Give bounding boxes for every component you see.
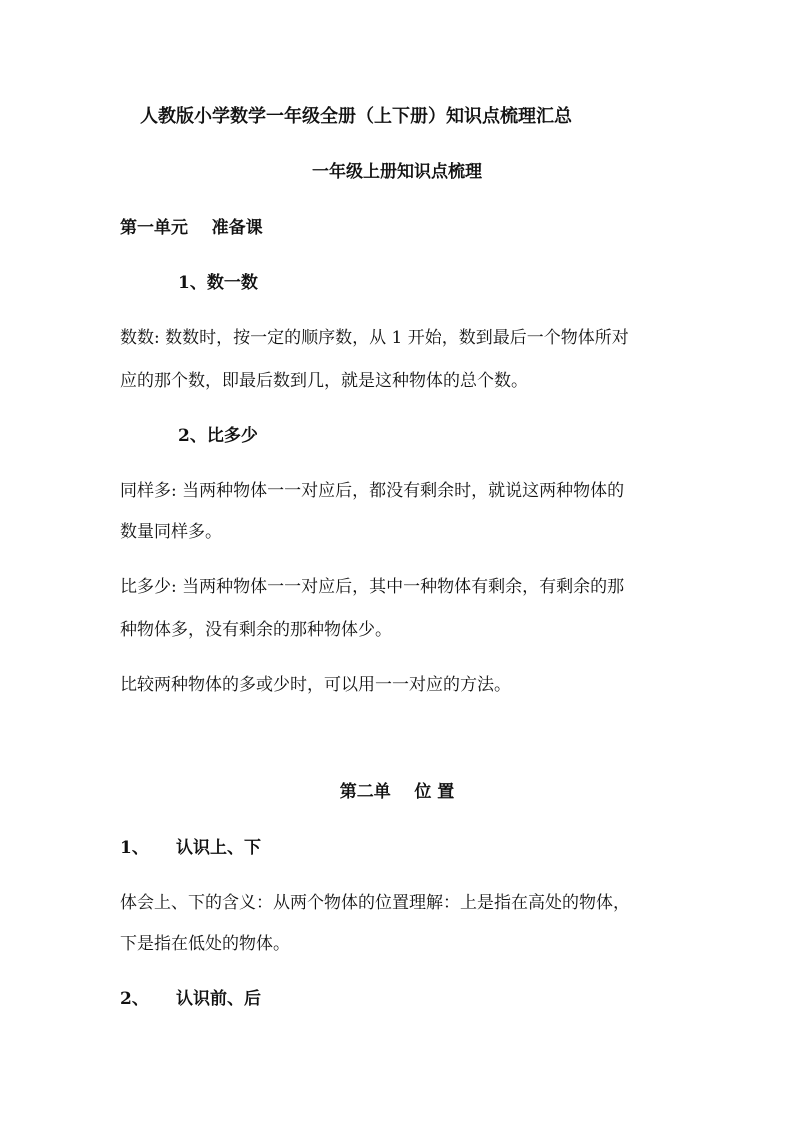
unit2-section1-heading xyxy=(120,837,261,859)
unit2-section1-number: 1、 xyxy=(120,838,149,858)
unit1-heading: 第一单元 准备课 xyxy=(120,218,263,238)
unit1-section2-paragraph3: 比较两种物体的多或少时，可以用一一对应的方法。 xyxy=(120,675,511,695)
unit2-section1-title: 认识上、下 xyxy=(176,838,261,858)
unit1-section2-paragraph1-line1: 同样多: 当两种物体一一对应后，都没有剩余时，就说这两种物体的 xyxy=(120,481,625,501)
unit1-section2-paragraph2-line1: 比多少: 当两种物体一一对应后，其中一种物体有剩余，有剩余的那 xyxy=(120,577,625,597)
unit1-section1-heading: 1、数一数 xyxy=(178,273,258,293)
unit2-section2-number: 2、 xyxy=(120,989,149,1009)
unit2-section1-paragraph-line1: 体会上、下的含义：从两个物体的位置理解：上是指在高处的物体， xyxy=(120,893,630,913)
unit2-section1-paragraph-line2: 下是指在低处的物体。 xyxy=(120,934,290,954)
grade-subtitle: 一年级上册知识点梳理 xyxy=(312,162,482,182)
unit1-section2-paragraph1-line2: 数量同样多。 xyxy=(120,522,222,542)
document-title: 人教版小学数学一年级全册（上下册）知识点梳理汇总 xyxy=(140,106,572,127)
unit2-heading: 第二单 位 置 xyxy=(339,782,455,802)
unit2-section2-title: 认识前、后 xyxy=(176,989,261,1009)
unit2-section2-heading xyxy=(120,988,261,1010)
unit1-section1-paragraph-line2: 应的那个数，即最后数到几，就是这种物体的总个数。 xyxy=(120,371,528,391)
unit1-section1-paragraph-line1: 数数: 数数时，按一定的顺序数，从 1 开始，数到最后一个物体所对 xyxy=(120,328,629,348)
unit1-section2-heading: 2、比多少 xyxy=(178,426,258,446)
unit1-section2-paragraph2-line2: 种物体多，没有剩余的那种物体少。 xyxy=(120,620,392,640)
